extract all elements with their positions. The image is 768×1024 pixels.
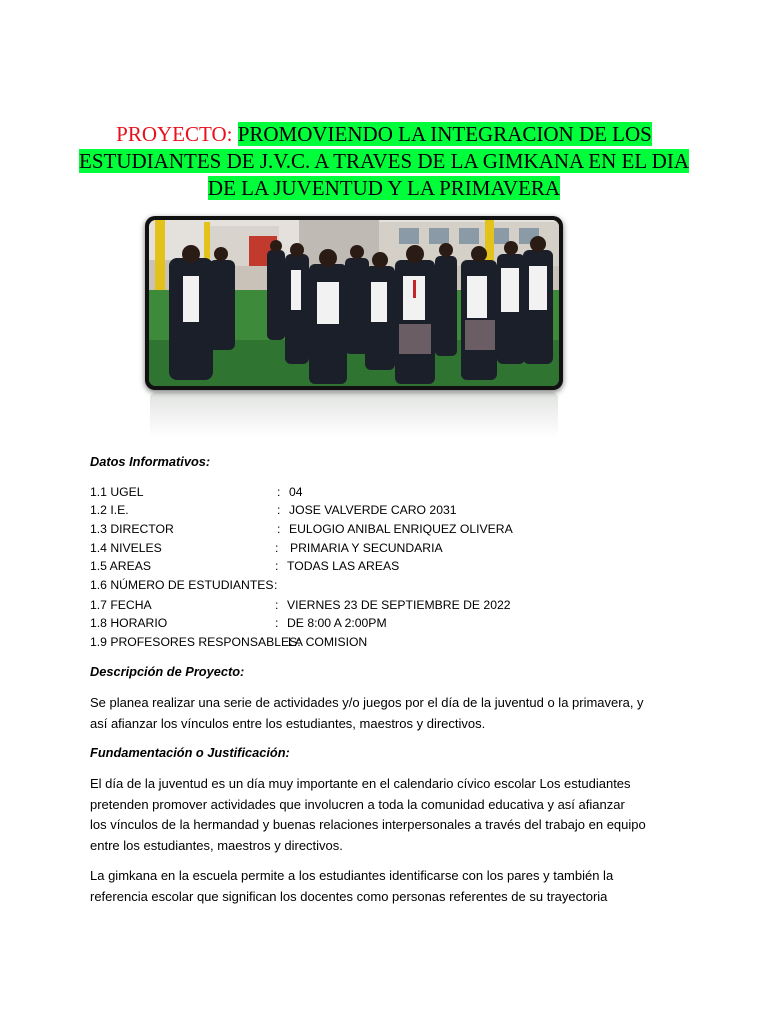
info-value: LA COMISION <box>288 635 368 649</box>
info-value: VIERNES 23 DE SEPTIEMBRE DE 2022 <box>287 598 511 612</box>
school-photo <box>149 220 559 386</box>
info-value: 04 <box>289 485 303 499</box>
info-sep: : <box>277 485 281 499</box>
fundamentacion-paragraph-2 <box>90 866 690 907</box>
info-label: 1.5 AREAS <box>90 559 151 573</box>
info-sep: : <box>275 541 279 555</box>
title-highlight-2: ESTUDIANTES DE J.V.C. A TRAVES DE LA GIMKANA EN EL DIA <box>79 149 689 173</box>
paragraph-line: Se planea realizar una serie de actividades y/o juegos por el día de la juventud o la primavera, y <box>90 695 644 710</box>
info-label: 1.7 FECHA <box>90 598 152 612</box>
paragraph-line: entre los estudiantes, maestros y directivos. <box>90 837 343 853</box>
project-title <box>60 121 708 202</box>
info-label: 1.6 NÚMERO DE ESTUDIANTES <box>90 578 274 592</box>
title-highlight-3: DE LA JUVENTUD Y LA PRIMAVERA <box>207 176 561 200</box>
info-value: EULOGIO ANIBAL ENRIQUEZ OLIVERA <box>289 522 513 536</box>
fundamentacion-paragraph-1 <box>90 774 690 856</box>
photo-reflection <box>150 392 558 438</box>
title-line-1 <box>60 121 708 148</box>
descripcion-heading: Descripción de Proyecto: <box>90 664 245 679</box>
paragraph-line: referencia escolar que significan los docentes como personas referentes de su trayectoria <box>90 888 608 904</box>
info-value: TODAS LAS AREAS <box>287 559 400 573</box>
paragraph-line: El día de la juventud es un día muy importante en el calendario cívico escolar Los estudiantes <box>90 776 631 791</box>
info-sep: : <box>275 616 279 630</box>
paragraph-line: así afianzar los vínculos entre los estudiantes, maestros y directivos. <box>90 715 486 731</box>
info-value: JOSE VALVERDE CARO 2031 <box>289 503 457 517</box>
info-label: 1.3 DIRECTOR <box>90 522 174 536</box>
info-label: 1.8 HORARIO <box>90 616 168 630</box>
datos-heading: Datos Informativos: <box>90 454 211 469</box>
info-label: 1.4 NIVELES <box>90 541 162 555</box>
descripcion-paragraph <box>90 693 690 734</box>
info-sep: : <box>275 598 279 612</box>
paragraph-line: pretenden promover actividades que involucren a toda la comunidad educativa y así afianzar <box>90 796 625 812</box>
info-label: 1.1 UGEL <box>90 485 144 499</box>
info-sep: : <box>275 559 279 573</box>
info-sep: : <box>277 503 281 517</box>
info-sep: : <box>277 522 281 536</box>
info-sep: : <box>274 578 278 592</box>
info-value: PRIMARIA Y SECUNDARIA <box>290 541 443 555</box>
title-prefix: PROYECTO: <box>116 122 233 146</box>
paragraph-line: los vínculos de la hermandad y buenas relaciones interpersonales a través del trabajo en equipo <box>90 817 646 832</box>
info-label: 1.9 PROFESORES RESPONSABLES: <box>90 635 301 649</box>
info-value: DE 8:00 A 2:00PM <box>287 616 387 630</box>
fundamentacion-heading: Fundamentación o Justificación: <box>90 745 290 760</box>
paragraph-line: La gimkana en la escuela permite a los estudiantes identificarse con los pares y también la <box>90 868 614 883</box>
project-photo-frame <box>145 216 563 390</box>
title-line-2 <box>60 148 708 175</box>
info-label: 1.2 I.E. <box>90 503 129 517</box>
title-line-3 <box>60 175 708 202</box>
title-highlight-1: PROMOVIENDO LA INTEGRACION DE LOS <box>237 122 652 146</box>
